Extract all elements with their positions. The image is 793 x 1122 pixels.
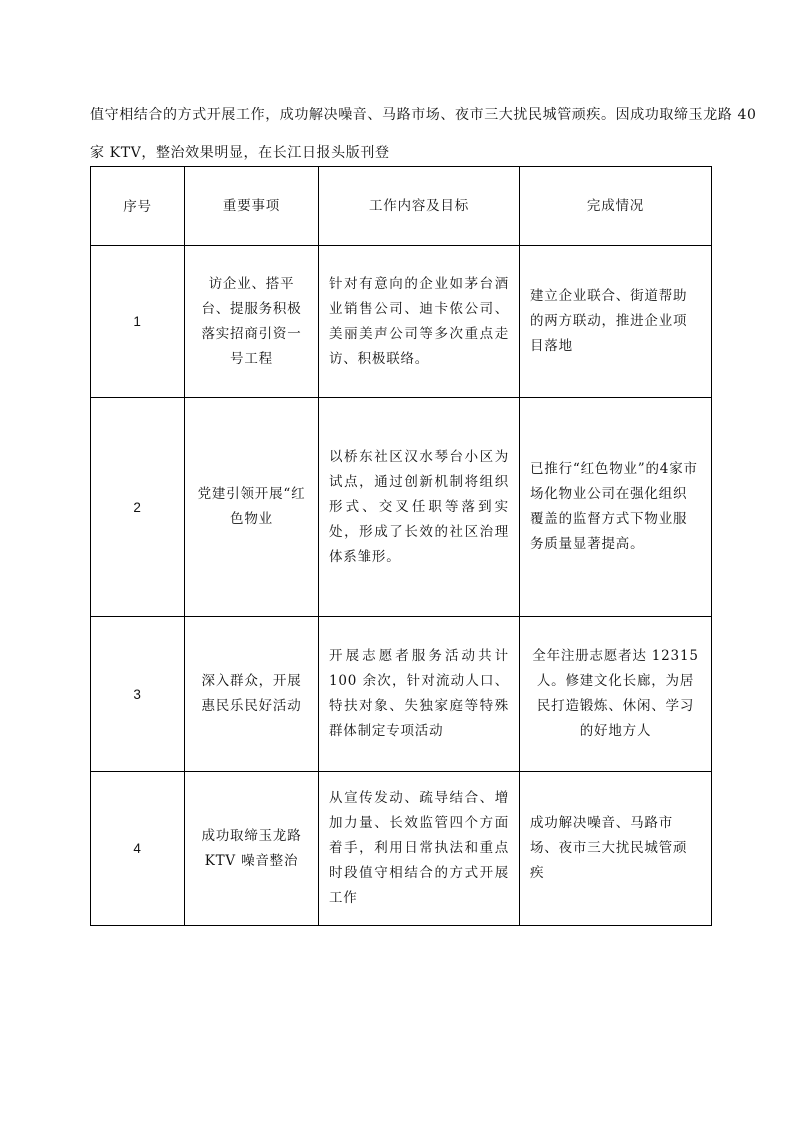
row-completion: 已推行“红色物业”的4家市场化物业公司在强化组织覆盖的监督方式下物业服务质量显著提高。 (520, 398, 712, 617)
row-content-goal: 针对有意向的企业如茅台酒业销售公司、迪卡侬公司、美丽美声公司等多次重点走访、积极联络。 (319, 246, 520, 398)
row-key-matter: 深入群众，开展惠民乐民好活动 (185, 617, 319, 772)
table-row (91, 246, 712, 398)
intro-line-1: 值守相结合的方式开展工作，成功解决噪音、马路市场、夜市三大扰民城管顽疾。因成功取缔玉龙路 40 (90, 107, 757, 123)
row-number: 4 (91, 772, 185, 926)
intro-line-2: 家 KTV，整治效果明显，在长江日报头版刊登 (90, 145, 390, 161)
table-header-row (91, 167, 712, 246)
row-completion: 成功解决噪音、马路市场、夜市三大扰民城管顽疾 (520, 772, 712, 926)
row-content-goal: 从宣传发动、疏导结合、增加力量、长效监管四个方面着手，利用日常执法和重点时段值守相结合的方式开展工作 (319, 772, 520, 926)
table-row (91, 617, 712, 772)
row-key-matter: 访企业、搭平台、提服务积极落实招商引资一号工程 (185, 246, 319, 398)
header-key-matter: 重要事项 (185, 167, 319, 246)
table-row (91, 772, 712, 926)
header-number: 序号 (91, 167, 185, 246)
row-completion: 建立企业联合、街道帮助的两方联动，推进企业项目落地 (520, 246, 712, 398)
row-content-goal: 开展志愿者服务活动共计 100 余次，针对流动人口、特扶对象、失独家庭等特殊群体制定专项活动 (319, 617, 520, 772)
row-content-goal: 以桥东社区汉水琴台小区为试点，通过创新机制将组织形式、交叉任职等落到实处，形成了长效的社区治理体系雏形。 (319, 398, 520, 617)
row-number: 1 (91, 246, 185, 398)
header-content-goal: 工作内容及目标 (319, 167, 520, 246)
row-number: 2 (91, 398, 185, 617)
work-plan-table (90, 166, 712, 926)
row-key-matter: 党建引领开展“红色物业 (185, 398, 319, 617)
table-row (91, 398, 712, 617)
row-key-matter: 成功取缔玉龙路 KTV 噪音整治 (185, 772, 319, 926)
row-number: 3 (91, 617, 185, 772)
row-completion: 全年注册志愿者达 12315 人。修建文化长廊，为居民打造锻炼、休闲、学习的好地方人 (520, 617, 712, 772)
header-completion: 完成情况 (520, 167, 712, 246)
